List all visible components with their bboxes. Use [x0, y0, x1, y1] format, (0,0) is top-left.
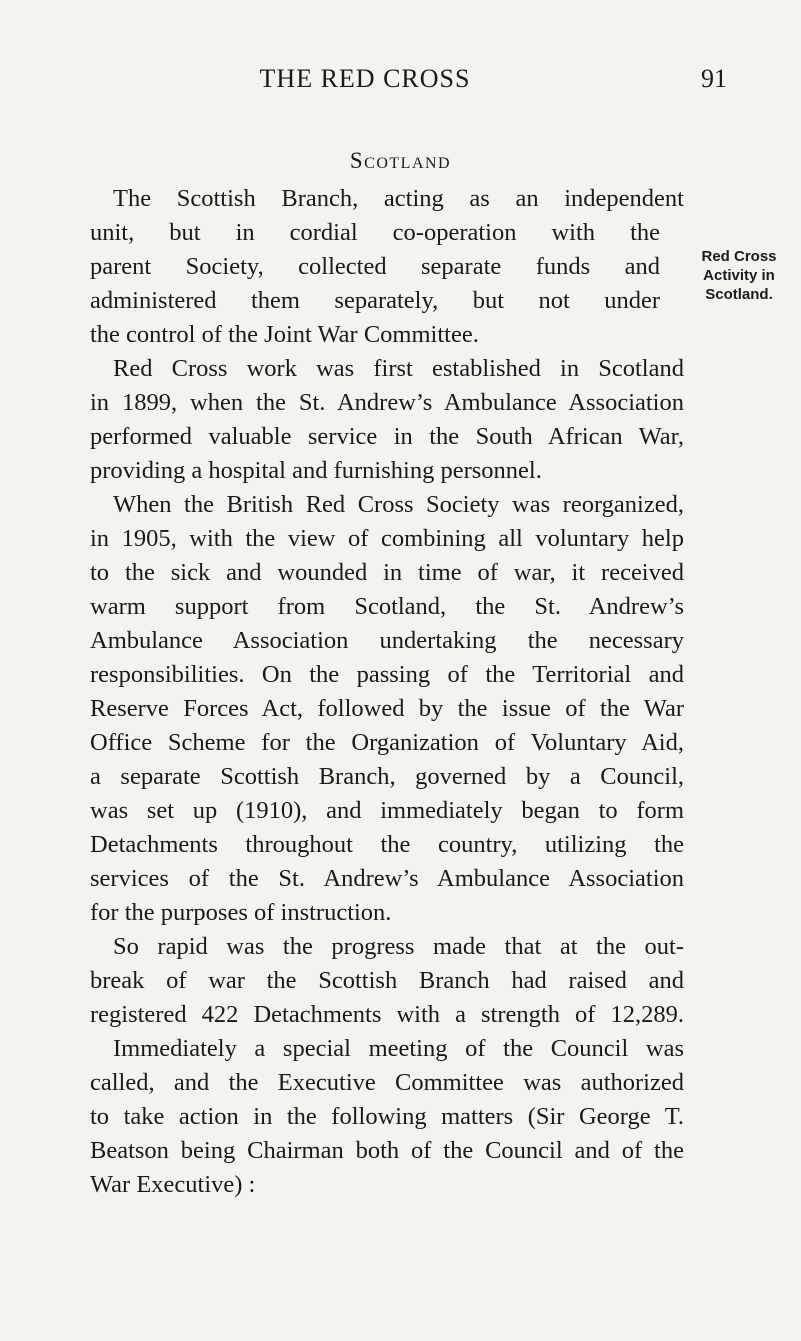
page-number: 91 [701, 64, 727, 93]
text-line: in 1899, when the St. Andrew’s Ambulance Association [90, 389, 684, 416]
text-line: warm support from Scotland, the St. Andrew’s [90, 593, 684, 620]
text-line: Red Cross work was first established in Scotland [113, 355, 684, 382]
margin-note [684, 247, 794, 304]
text-line: So rapid was the progress made that at the out- [113, 933, 684, 960]
text-line: responsibilities. On the passing of the Territorial and [90, 661, 684, 688]
text-line: services of the St. Andrew’s Ambulance Association [90, 865, 684, 892]
text-line: Beatson being Chairman both of the Council and of the [90, 1137, 684, 1164]
text-line: unit, but in cordial co-operation with the [90, 219, 660, 246]
text-line: for the purposes of instruction. [90, 899, 392, 926]
text-line: to take action in the following matters (Sir George T. [90, 1103, 684, 1130]
text-line: War Executive) : [90, 1171, 256, 1198]
text-line: performed valuable service in the South African War, [90, 423, 684, 450]
running-head [0, 64, 801, 104]
text-line: Office Scheme for the Organization of Voluntary Aid, [90, 729, 684, 756]
text-line: When the British Red Cross Society was reorganized, [113, 491, 684, 518]
running-title: THE RED CROSS [259, 64, 471, 93]
text-line: Detachments throughout the country, utilizing the [90, 831, 684, 858]
text-line: in 1905, with the view of combining all voluntary help [90, 525, 684, 552]
text-line: was set up (1910), and immediately began to form [90, 797, 684, 824]
text-line: registered 422 Detachments with a strength of 12,289. [90, 1001, 684, 1028]
margin-note-line: Activity in [703, 267, 775, 284]
text-line: parent Society, collected separate funds and [90, 253, 660, 280]
text-line: Immediately a special meeting of the Council was [113, 1035, 684, 1062]
text-line: the control of the Joint War Committee. [90, 321, 479, 348]
text-line: Ambulance Association undertaking the necessary [90, 627, 684, 654]
text-line: providing a hospital and furnishing personnel. [90, 457, 542, 484]
margin-note-line: Red Cross [701, 248, 777, 265]
section-title: Scotland [349, 148, 452, 173]
margin-note-line: Scotland. [705, 286, 773, 303]
text-line: a separate Scottish Branch, governed by a Council, [90, 763, 684, 790]
text-line: break of war the Scottish Branch had raised and [90, 967, 684, 994]
text-line: administered them separately, but not under [90, 287, 660, 314]
text-line: called, and the Executive Committee was authorized [90, 1069, 684, 1096]
text-line: Reserve Forces Act, followed by the issue of the War [90, 695, 684, 722]
text-line: to the sick and wounded in time of war, it received [90, 559, 684, 586]
text-line: The Scottish Branch, acting as an independent [113, 185, 684, 212]
